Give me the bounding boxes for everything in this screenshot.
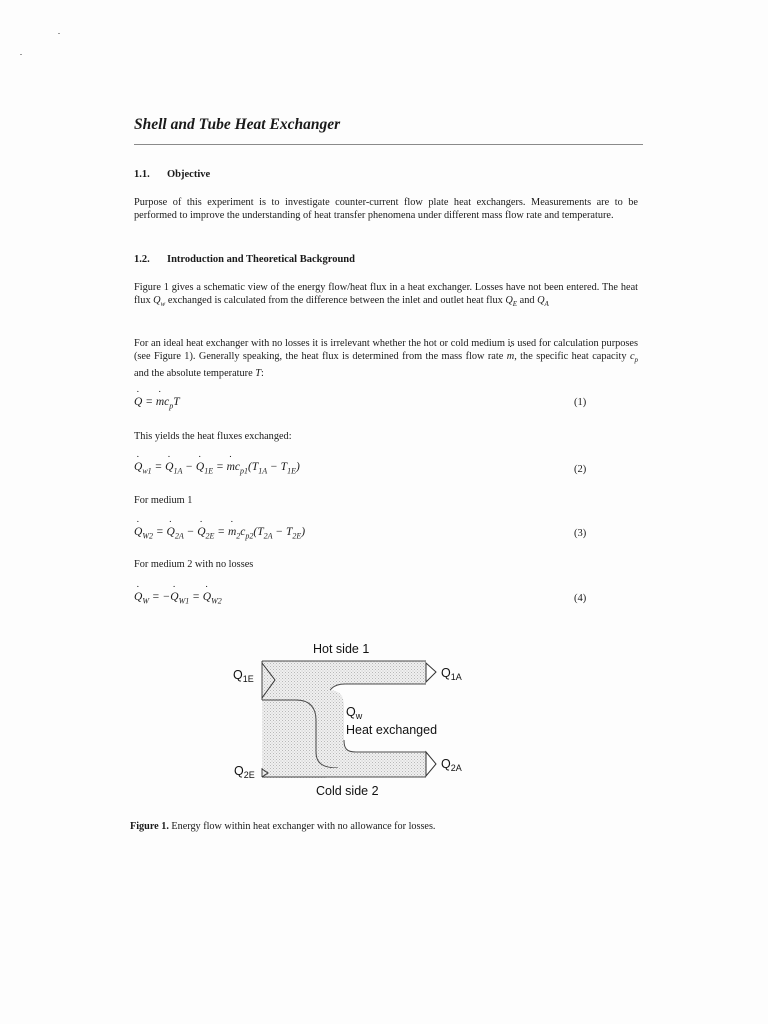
hot-exit-arrow <box>426 663 436 682</box>
text-span: For an ideal heat exchanger with no losses it is irrelevant whether the hot or cold medium is used for calculation purposes (see Figure 1). Generally speaking, the heat flux is determined from the mass flow rate <box>134 338 638 363</box>
document-title: Shell and Tube Heat Exchanger <box>134 116 341 133</box>
section-title: Introduction and Theoretical Background <box>167 254 355 265</box>
q1e-label: $Q_{1E}$ <box>233 668 254 684</box>
symbol-mdot: m ˙ <box>507 351 514 362</box>
yields-text: This yields the heat fluxes exchanged: <box>134 431 292 442</box>
symbol-qa: $Q_A$ <box>537 295 549 309</box>
qw-label: $Q_w$ <box>346 705 363 721</box>
medium2-text: For medium 2 with no losses <box>134 559 254 570</box>
objective-paragraph: Purpose of this experiment is to investigate counter-current flow plate heat exchangers. Measurements are to be performed to improve the understanding of heat transfer phenomena under different mass flow rate and temperature. <box>134 197 638 222</box>
text-span: and <box>519 295 535 307</box>
section-title: Objective <box>167 169 211 180</box>
q2a-label: $Q_{2A}$ <box>441 757 462 773</box>
symbol-t: T <box>255 368 261 380</box>
figure-caption <box>130 821 435 832</box>
hot-side-label: Hot side 1 <box>313 642 370 656</box>
equation-number-2: (2) <box>574 464 587 475</box>
equation-number-1: (1) <box>574 397 587 408</box>
text-span: and the absolute temperature <box>134 368 253 380</box>
q2e-label: $Q_{2E}$ <box>234 764 255 780</box>
text-span: exchanged is calculated from the difference between the inlet and outlet heat flux <box>167 295 503 307</box>
cold-side-label: Cold side 2 <box>316 784 379 798</box>
equation-3: Q $˙_{W2} = Q$ $˙_{2A} - Q$ $˙_{2E} = m$ $˙_2c_{p2}(T_{2A} - T_{2E})$ <box>134 526 305 540</box>
medium1-text: For medium 1 <box>134 495 193 506</box>
symbol-qw: $Q_w$ <box>153 295 166 309</box>
q1a-label: $Q_{1A}$ <box>441 666 462 682</box>
section-number: 1.1. <box>134 169 150 180</box>
caption-text: Energy flow within heat exchanger with no allowance for losses. <box>171 821 436 832</box>
caption-label: Figure 1. <box>130 821 169 832</box>
cold-side-stream <box>262 768 426 777</box>
heat-exchanged-label: Heat exchanged <box>346 723 438 737</box>
text-span: Figure 1 gives a schematic view of the energy flow/heat flux in a heat exchanger. Losses have not been entered. The heat flux <box>134 282 638 307</box>
symbol-qe: $Q_E$ <box>505 295 518 309</box>
symbol-cp: $c_p$ <box>629 351 639 365</box>
section-number: 1.2. <box>134 254 150 265</box>
equation-1: Q ˙ = m $˙c_pT$ <box>134 396 180 410</box>
intro-paragraph-2: For an ideal heat exchanger with no losses it is irrelevant whether the hot or cold medium is used for calculation purposes (see Figure 1). Generally speaking, the heat flux is determined from the mass flow rate m ˙, the specific heat capacity $c_p$ and the absolute temperature T: <box>134 337 638 381</box>
text-span: , the specific heat capacity <box>514 351 627 363</box>
cold-exit-arrow <box>426 752 436 776</box>
equation-number-4: (4) <box>574 593 587 604</box>
equation-4: Q $˙_W = -Q$ $˙_{W1} = Q$ $˙_{W2}$ <box>134 591 222 605</box>
equation-number-3: (3) <box>574 528 587 539</box>
equation-2: Q $˙_{w1} = Q$ $˙_{1A} - Q$ $˙_{1E} = m$ $˙c_{p1}(T_{1A} - T_{1E})$ <box>134 461 300 475</box>
